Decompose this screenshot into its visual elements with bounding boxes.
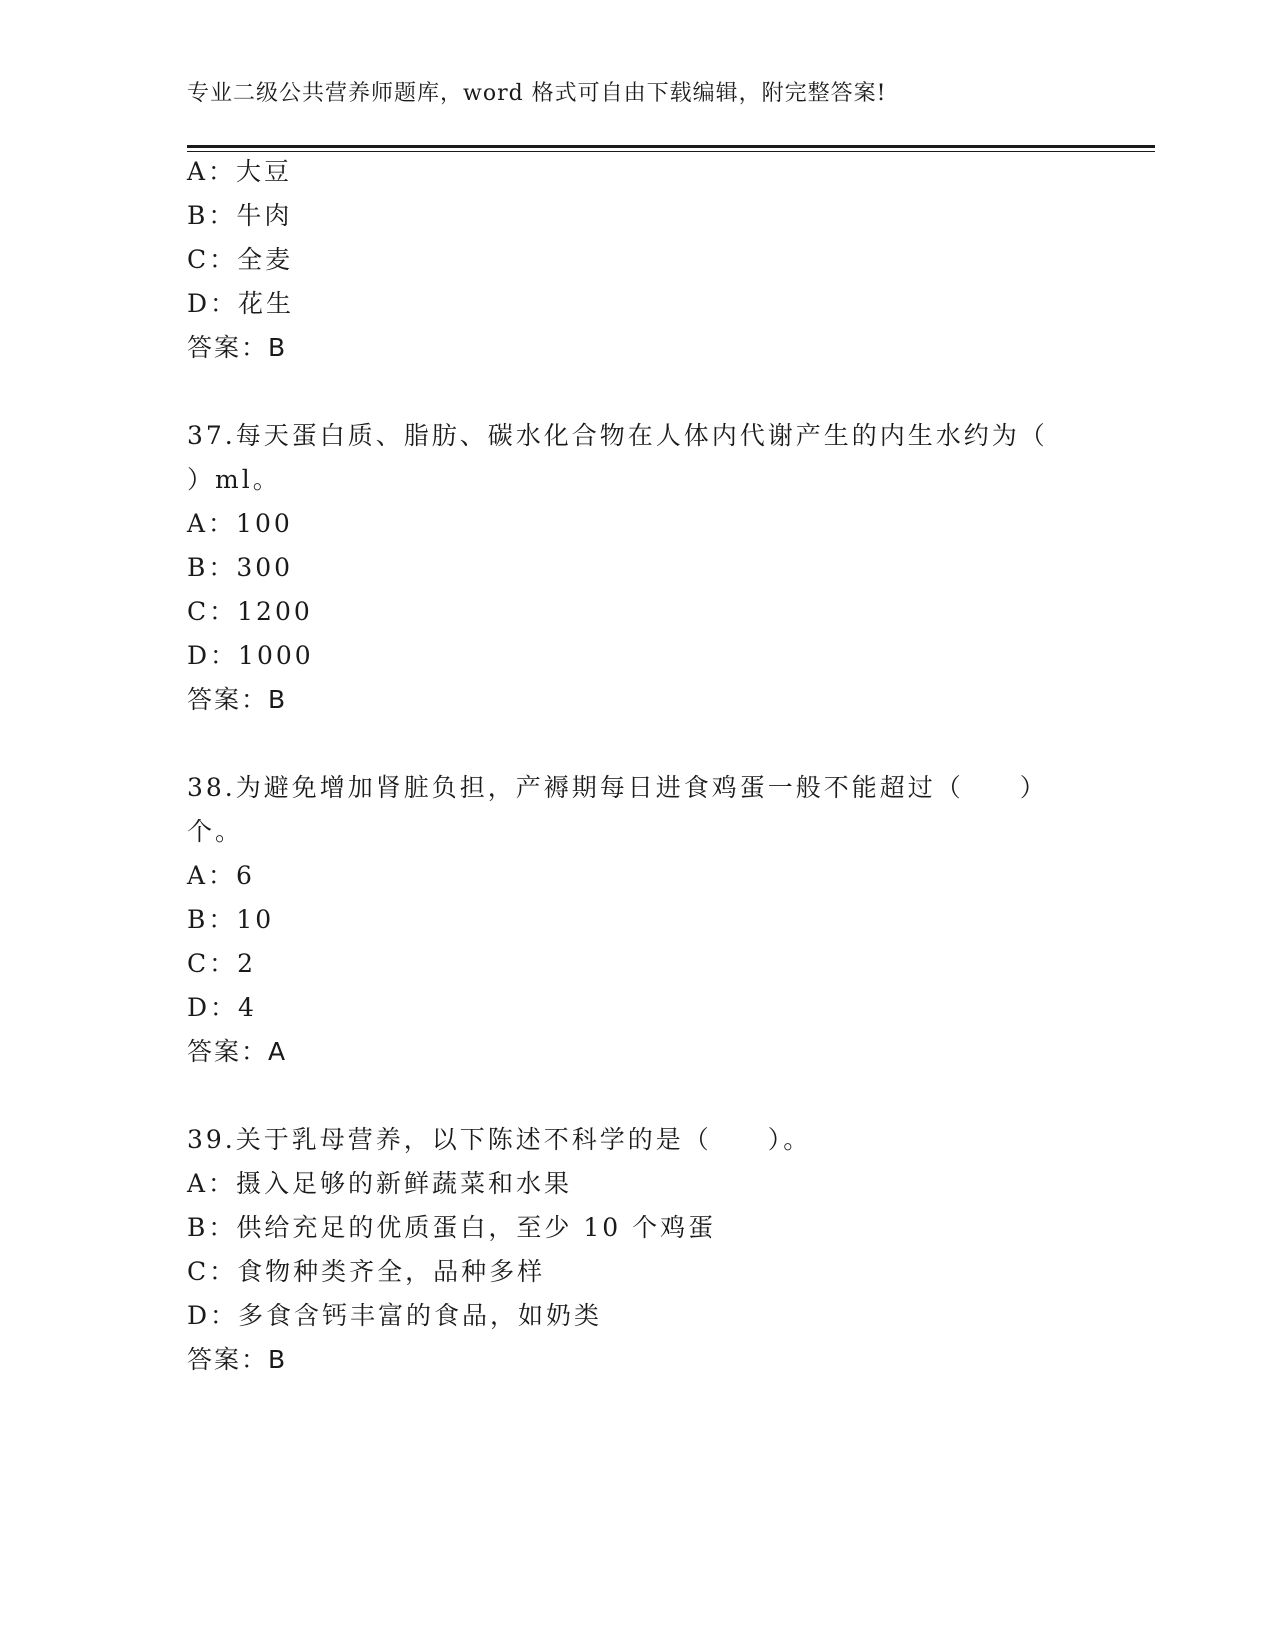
q38-answer: 答案：A bbox=[187, 1037, 288, 1066]
header-rule-thick bbox=[187, 145, 1155, 148]
q37-stem-line1: 37.每天蛋白质、脂肪、碳水化合物在人体内代谢产生的内生水约为（ bbox=[187, 421, 1048, 450]
q38-option-c: C：2 bbox=[187, 949, 257, 978]
q37-option-a: A：100 bbox=[187, 509, 293, 538]
q36-option-a: A：大豆 bbox=[187, 157, 293, 186]
q36-answer: 答案：B bbox=[187, 333, 288, 362]
q38-stem-line2: 个。 bbox=[187, 817, 244, 846]
q36-option-c: C：全麦 bbox=[187, 245, 294, 274]
header-rule-thin bbox=[187, 151, 1155, 152]
page-header: 专业二级公共营养师题库，word 格式可自由下载编辑，附完整答案! bbox=[187, 81, 887, 106]
q39-answer: 答案：B bbox=[187, 1345, 288, 1374]
q38-option-b: B：10 bbox=[187, 905, 275, 934]
q39-option-c: C：食物种类齐全，品种多样 bbox=[187, 1257, 546, 1286]
q37-option-b: B：300 bbox=[187, 553, 294, 582]
q38-option-a: A：6 bbox=[187, 861, 255, 890]
q39-option-d: D：多食含钙丰富的食品，如奶类 bbox=[187, 1301, 603, 1330]
q36-option-d: D：花生 bbox=[187, 289, 295, 318]
q37-option-c: C：1200 bbox=[187, 597, 313, 626]
q39-option-a: A：摄入足够的新鲜蔬菜和水果 bbox=[187, 1169, 573, 1198]
q37-stem-line2: ）ml。 bbox=[187, 465, 281, 494]
q38-option-d: D：4 bbox=[187, 993, 257, 1022]
q39-stem-line1: 39.关于乳母营养，以下陈述不科学的是（ ）。 bbox=[187, 1125, 812, 1154]
q37-option-d: D：1000 bbox=[187, 641, 314, 670]
q38-stem-line1: 38.为避免增加肾脏负担，产褥期每日进食鸡蛋一般不能超过（ ） bbox=[187, 773, 1048, 802]
q39-option-b: B：供给充足的优质蛋白，至少 10 个鸡蛋 bbox=[187, 1213, 717, 1242]
q37-answer: 答案：B bbox=[187, 685, 288, 714]
q36-option-b: B：牛肉 bbox=[187, 201, 293, 230]
